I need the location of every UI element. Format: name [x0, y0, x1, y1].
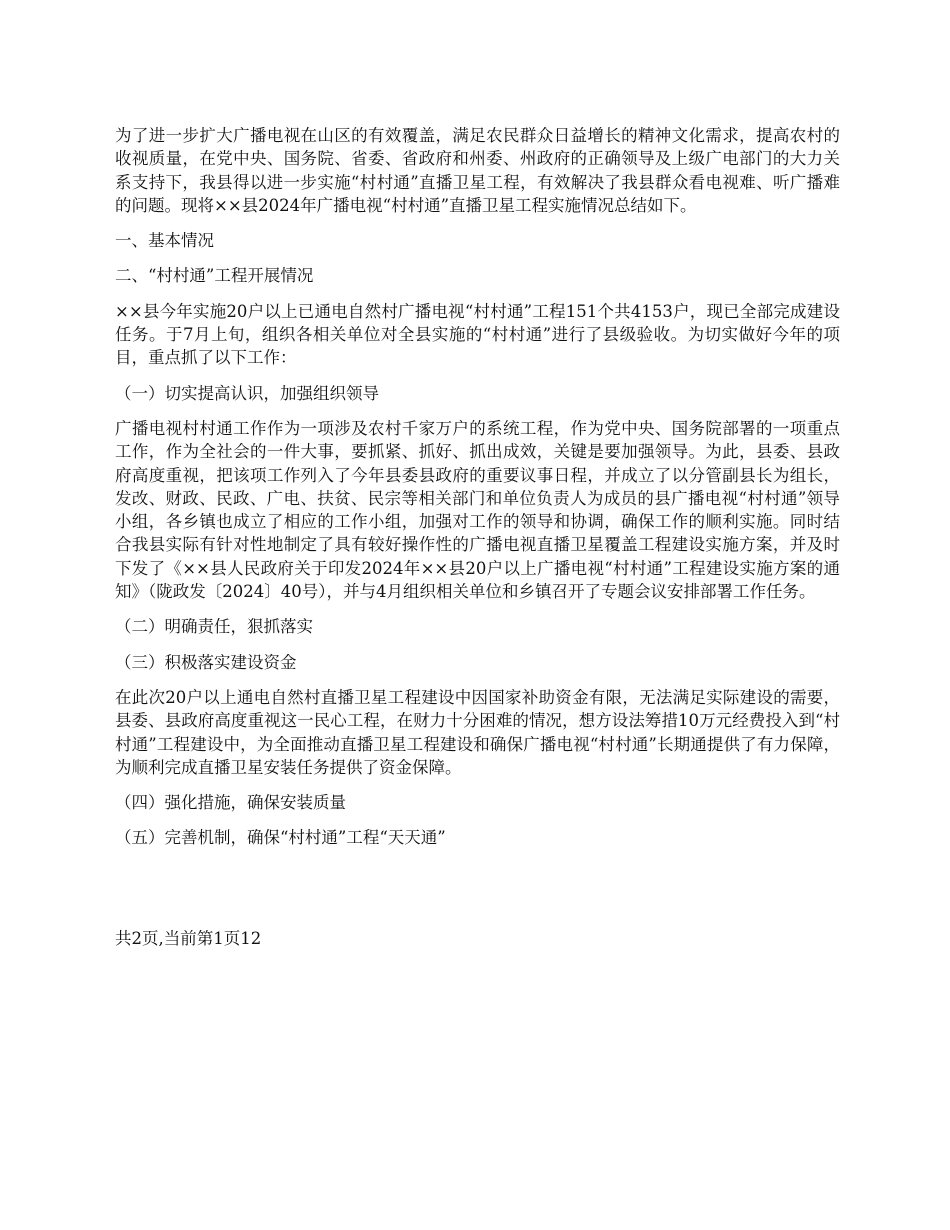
- funding-paragraph: 在此次20户以上通电自然村直播卫星工程建设中因国家补助资金有限，无法满足实际建设的需要，县委、县政府高度重视这一民心工程，在财力十分困难的情况，想方设法筹措10万元经费投入到“村村通”工程建设中，为全面推动直播卫星工程建设和确保广播电视“村村通”长期通提供了有力保障，为顺利完成直播卫星安装任务提供了资金保障。: [115, 687, 840, 777]
- subheading-mechanism: （五）完善机制，确保“村村通”工程“天天通”: [115, 828, 446, 848]
- intro-paragraph: 为了进一步扩大广播电视在山区的有效覆盖，满足农民群众日益增长的精神文化需求，提高农村的收视质量，在党中央、国务院、省委、省政府和州委、州政府的正确领导及上级广电部门的大力关系支持下，我县得以进一步实施“村村通”直播卫星工程，有效解决了我县群众看电视难、听广播难的问题。现将××县2024年广播电视“村村通”直播卫星工程实施情况总结如下。: [115, 126, 840, 215]
- section-heading-progress: 二、“村村通”工程开展情况: [115, 266, 314, 286]
- overview-paragraph: ××县今年实施20户以上已通电自然村广播电视“村村通”工程151个共4153户，现已全部完成建设任务。于7月上旬，组织各相关单位对全县实施的“村村通”进行了县级验收。为切实做好今年的项目，重点抓了以下工作：: [115, 301, 840, 368]
- subheading-funding: （三）积极落实建设资金: [115, 652, 297, 672]
- subheading-quality: （四）强化措施，确保安装质量: [115, 793, 346, 813]
- page-footer-pagination: 共2页,当前第1页12: [115, 929, 262, 948]
- awareness-paragraph: 广播电视村村通工作作为一项涉及农村千家万户的系统工程，作为党中央、国务院部署的一项重点工作，作为全社会的一件大事，要抓紧、抓好、抓出成效，关键是要加强领导。为此，县委、县政府高度重视，把该项工作列入了今年县委县政府的重要议事日程，并成立了以分管副县长为组长，发改、财政、民政、广电、扶贫、民宗等相关部门和单位负责人为成员的县广播电视“村村通”领导小组，各乡镇也成立了相应的工作小组，加强对工作的领导和协调，确保工作的顺利实施。同时结合我县实际有针对性地制定了具有较好操作性的广播电视直播卫星覆盖工程建设实施方案，并及时下发了《××县人民政府关于印发2024年××县20户以上广播电视“村村通”工程建设实施方案的通知》（陇政发〔2024〕40号），并与4月组织相关单位和乡镇召开了专题会议安排部署工作任务。: [115, 418, 840, 602]
- section-heading-basic: 一、基本情况: [115, 231, 214, 251]
- subheading-awareness: （一）切实提高认识，加强组织领导: [115, 383, 379, 403]
- document-body: [115, 124, 840, 850]
- subheading-responsibility: （二）明确责任，狠抓落实: [115, 617, 313, 637]
